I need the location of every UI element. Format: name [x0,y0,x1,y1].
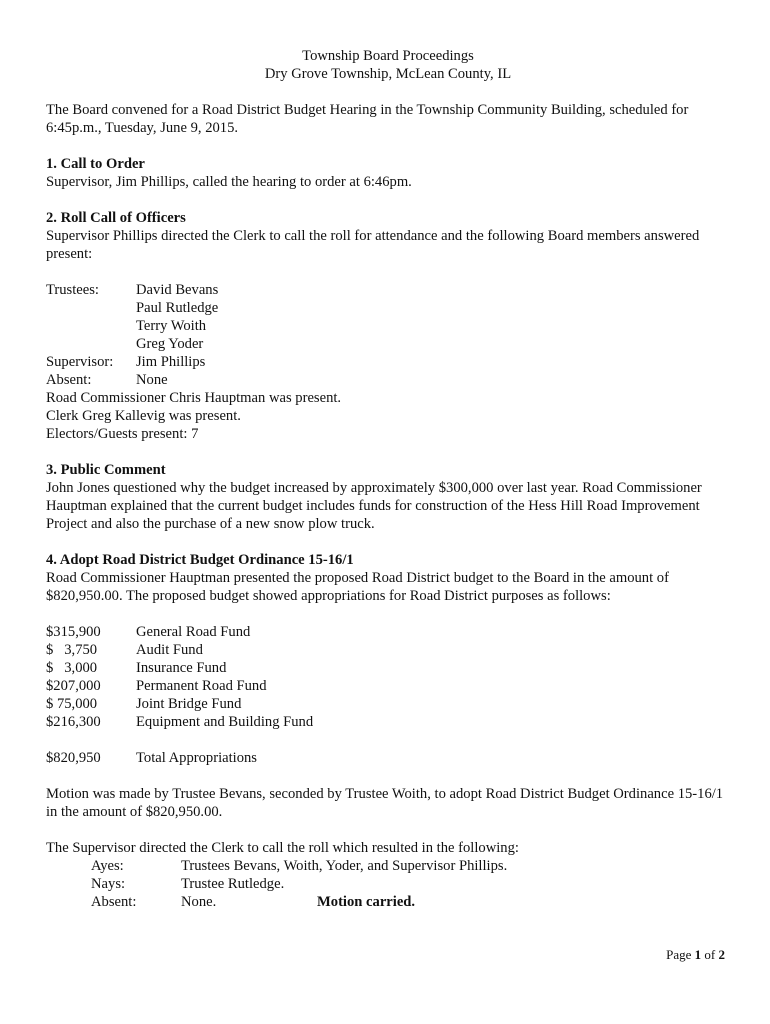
document-title: Township Board Proceedings [302,48,474,64]
page-number [666,946,725,964]
fund-amount: $315,900 [46,624,101,640]
attendance-note: Clerk Greg Kallevig was present. [46,408,241,424]
document-page [46,47,730,911]
roster-label: Absent: [46,372,92,388]
section-text-budget-ordinance: Road Commissioner Hauptman presented the proposed Road District budget to the Board in the amount of $820,950.00. The proposed budget showed appropriations for Road District purposes as follows: [46,570,669,604]
roster-value: Terry Woith [136,318,207,334]
fund-name: Equipment and Building Fund [136,714,314,730]
section-text-public-comment: John Jones questioned why the budget increased by approximately $300,000 over last year. Road Commissioner Hauptman explained that the current budget includes funds for construction of the Hess Hill Road Improvement Project and also the purchase of a new snow plow truck. [46,480,702,532]
vote-results [46,857,730,911]
vote-value: Trustees Bevans, Woith, Yoder, and Supervisor Phillips. [181,858,508,874]
roster-label [46,317,136,335]
section-heading-roll-call: 2. Roll Call of Officers [46,210,186,226]
total-amount: $820,950 [46,750,101,766]
roster-value: Jim Phillips [136,354,206,370]
section-heading-call-to-order: 1. Call to Order [46,156,145,172]
roster-label [46,335,136,353]
attendance-note: Electors/Guests present: 7 [46,426,199,442]
vote-value: Trustee Rutledge. [181,876,285,892]
roster-value: Greg Yoder [136,336,204,352]
section-text-call-to-order: Supervisor, Jim Phillips, called the hearing to order at 6:46pm. [46,174,412,190]
fund-amount: $ 3,000 [46,660,98,676]
attendance-roster [46,281,730,389]
fund-row [46,713,730,731]
fund-name: Insurance Fund [136,660,227,676]
fund-row [46,641,730,659]
roster-row [46,281,730,299]
total-row [46,749,730,767]
roster-value: David Bevans [136,282,219,298]
roster-value: None [136,372,168,388]
motion-result: Motion carried. [317,894,416,910]
roster-value: Paul Rutledge [136,300,219,316]
roster-row [46,299,730,317]
fund-row [46,659,730,677]
fund-amount: $207,000 [46,678,101,694]
page-number-mid: of [701,947,719,962]
page-number-total: 2 [718,947,725,962]
fund-row [46,677,730,695]
appropriations-list [46,623,730,731]
fund-name: General Road Fund [136,624,251,640]
vote-label: Absent: [91,894,137,910]
vote-label: Nays: [91,876,126,892]
section-heading-budget-ordinance: 4. Adopt Road District Budget Ordinance 15-16/1 [46,552,354,568]
total-label: Total Appropriations [136,750,257,766]
vote-label: Ayes: [91,858,124,874]
vote-row [46,875,730,893]
intro-paragraph: The Board convened for a Road District Budget Hearing in the Township Community Building, scheduled for 6:45p.m., Tuesday, June 9, 2015. [46,102,689,136]
roster-label [46,299,136,317]
vote-row [46,857,730,875]
vote-value: None. [181,894,217,910]
roster-row [46,353,730,371]
roster-row [46,317,730,335]
roster-label: Trustees: [46,282,99,298]
attendance-note: Road Commissioner Chris Hauptman was present. [46,390,342,406]
fund-row [46,623,730,641]
fund-amount: $216,300 [46,714,101,730]
fund-amount: $ 75,000 [46,696,98,712]
page-number-current: 1 [694,947,702,962]
fund-row [46,695,730,713]
section-text-roll-call: Supervisor Phillips directed the Clerk to call the roll for attendance and the following Board members answered present: [46,228,700,262]
roster-row [46,335,730,353]
motion-paragraph: Motion was made by Trustee Bevans, seconded by Trustee Woith, to adopt Road District Budget Ordinance 15-16/1 in the amount of $820,950.00. [46,786,724,820]
vote-row [46,893,730,911]
page-number-prefix: Page [666,947,695,962]
fund-name: Audit Fund [136,642,203,658]
fund-name: Joint Bridge Fund [136,696,242,712]
fund-amount: $ 3,750 [46,642,98,658]
section-heading-public-comment: 3. Public Comment [46,462,166,478]
roster-row [46,371,730,389]
fund-name: Permanent Road Fund [136,678,267,694]
rollcall-intro: The Supervisor directed the Clerk to call the roll which resulted in the following: [46,840,519,856]
roster-label: Supervisor: [46,354,114,370]
document-subtitle: Dry Grove Township, McLean County, IL [264,66,512,82]
